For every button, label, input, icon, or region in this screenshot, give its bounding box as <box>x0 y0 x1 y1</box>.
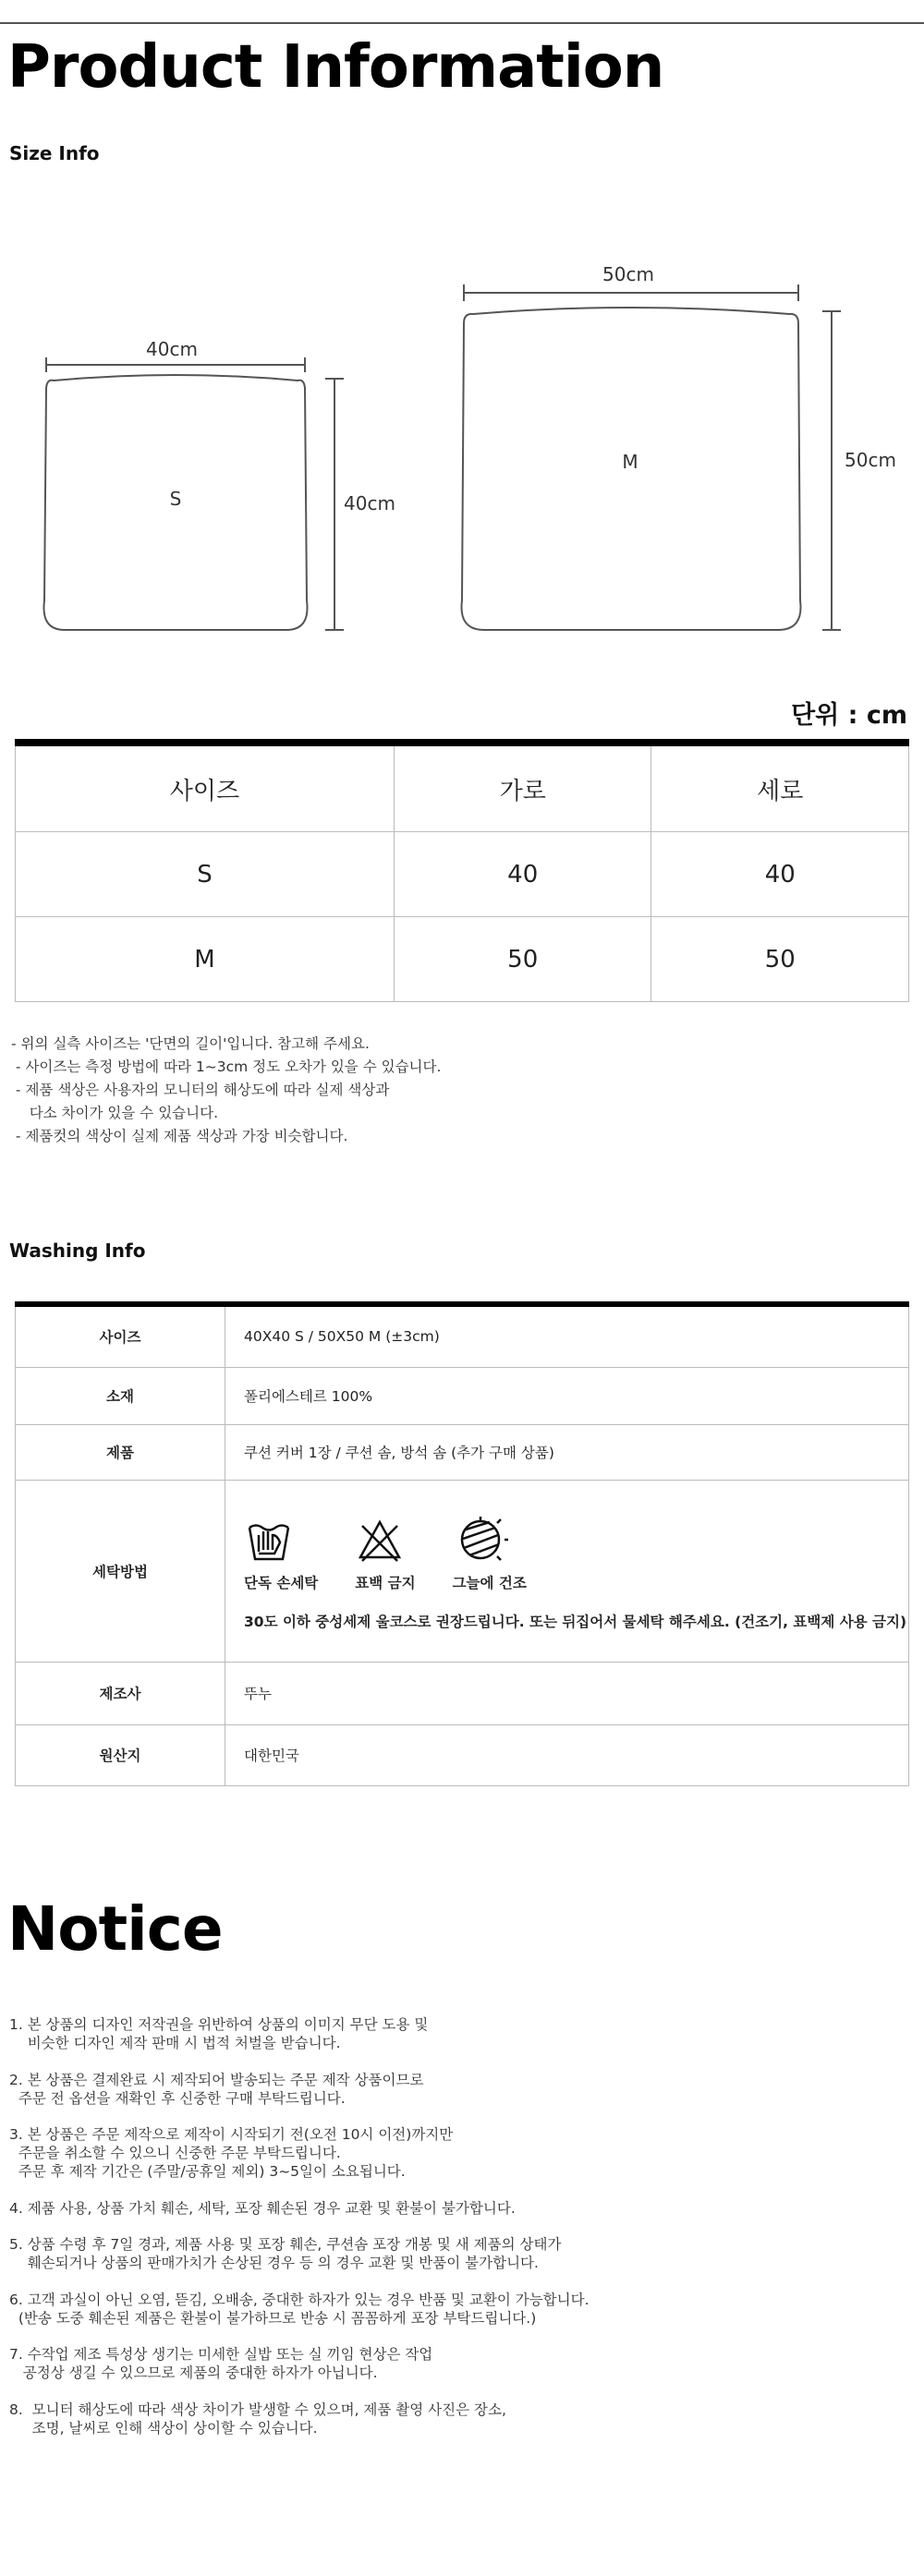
list-item: - 위의 실측 사이즈는 '단면의 길이'입니다. 참고해 주세요. <box>11 1035 370 1052</box>
list-item: 7. 수작업 제조 특성상 생기는 미세한 실밥 또는 실 끼임 현상은 작업 공정상 생길 수 있으므로 제품의 중대한 하자가 아닙니다. <box>9 2346 433 2381</box>
table-row <box>16 1662 909 1724</box>
hand-wash-icon <box>244 1515 294 1565</box>
table-row <box>16 1724 909 1785</box>
row-value: 뚜누 <box>225 1662 909 1724</box>
row-label: 사이즈 <box>16 1304 225 1367</box>
size-table <box>15 739 909 1002</box>
list-item: 2. 본 상품은 결제완료 시 제작되어 발송되는 주문 제작 상품이므로 주문 전 옵션을 재확인 후 신중한 구매 부탁드립니다. <box>9 2071 424 2107</box>
row-label: 소재 <box>16 1367 225 1424</box>
table-row <box>16 917 909 1002</box>
care-icons <box>244 1515 907 1592</box>
care-label: 그늘에 건조 <box>452 1574 527 1591</box>
size-info-title: Size Info <box>9 142 100 164</box>
care-label: 표백 금지 <box>355 1574 416 1591</box>
cell-width: 40 <box>394 832 651 917</box>
size-table-header <box>16 743 909 832</box>
cell-size: S <box>16 832 395 917</box>
medium-width-label: 50cm <box>602 263 654 285</box>
header-size: 사이즈 <box>16 743 395 832</box>
list-item: 6. 고객 과실이 아닌 오염, 뜯김, 오배송, 중대한 하자가 있는 경우 반품 및 교환이 가능합니다. (반송 도중 훼손된 제품은 환불이 불가하므로 반송 시 꼼꼼하게 포장 부탁드립니다.) <box>9 2291 590 2327</box>
dry-in-shade-icon <box>453 1515 510 1565</box>
product-info-title: Product Information <box>7 33 664 102</box>
care-no-bleach <box>355 1515 415 1592</box>
header-width: 가로 <box>394 743 651 832</box>
cell-width: 50 <box>394 917 651 1002</box>
row-label: 원산지 <box>16 1724 225 1785</box>
no-bleach-icon <box>355 1515 405 1565</box>
table-row <box>16 1304 909 1367</box>
size-notes <box>11 1033 441 1148</box>
small-width-label: 40cm <box>146 338 198 360</box>
care-dry-in-shade <box>453 1515 527 1592</box>
list-item: 4. 제품 사용, 상품 가치 훼손, 세탁, 포장 훼손된 경우 교환 및 환불이 불가합니다. <box>9 2199 516 2217</box>
list-item: 8. 모니터 해상도에 따라 색상 차이가 발생할 수 있으며, 제품 촬영 사진은 장소, 조명, 날씨로 인해 색상이 상이할 수 있습니다. <box>9 2401 506 2437</box>
small-height-label: 40cm <box>344 492 395 514</box>
list-item: - 사이즈는 측정 방법에 따라 1~3cm 정도 오차가 있을 수 있습니다. <box>11 1058 442 1075</box>
row-label: 제조사 <box>16 1662 225 1724</box>
small-size-label: S <box>169 488 182 510</box>
washing-info-title: Washing Info <box>9 1240 146 1262</box>
list-item: 3. 본 상품은 주문 제작으로 제작이 시작되기 전(오전 10시 이전)까지만 주문을 취소할 수 있으니 신중한 주문 부탁드립니다. 주문 후 제작 기간은 (주말/공휴일 제외) 3~5일이 소요됩니다. <box>9 2126 454 2180</box>
row-value: 40X40 S / 50X50 M (±3cm) <box>225 1304 909 1367</box>
table-row <box>16 1480 909 1662</box>
row-value: 쿠션 커버 1장 / 쿠션 솜, 방석 솜 (추가 구매 상품) <box>225 1424 909 1480</box>
care-label: 단독 손세탁 <box>244 1574 319 1591</box>
care-hand-wash <box>244 1515 318 1592</box>
medium-height-label: 50cm <box>845 449 896 471</box>
row-label: 세탁방법 <box>16 1480 225 1662</box>
washing-table <box>15 1301 909 1786</box>
medium-size-label: M <box>622 451 638 473</box>
notice-list <box>9 2015 590 2455</box>
washing-method-cell <box>225 1480 909 1662</box>
table-row <box>16 1424 909 1480</box>
top-divider <box>0 22 924 24</box>
table-row <box>16 832 909 917</box>
list-item: - 제품 색상은 사용자의 모니터의 해상도에 따라 실제 색상과 <box>11 1082 390 1098</box>
cell-size: M <box>16 917 395 1002</box>
table-row <box>16 1367 909 1424</box>
header-height: 세로 <box>651 743 909 832</box>
cell-height: 50 <box>651 917 909 1002</box>
notice-title: Notice <box>7 1893 223 1965</box>
unit-label: 단위 : cm <box>791 701 907 730</box>
row-value: 폴리에스테르 100% <box>225 1367 909 1424</box>
row-label: 제품 <box>16 1424 225 1480</box>
cell-height: 40 <box>651 832 909 917</box>
washing-description: 30도 이하 중성세제 울코스로 권장드립니다. 또는 뒤집어서 물세탁 해주세요. (건조기, 표백제 사용 금지) <box>244 1613 907 1630</box>
list-item: - 제품컷의 색상이 실제 제품 색상과 가장 비슷합니다. <box>11 1128 348 1144</box>
row-value: 대한민국 <box>225 1724 909 1785</box>
list-item: 1. 본 상품의 디자인 저작권을 위반하여 상품의 이미지 무단 도용 및 비슷한 디자인 제작 판매 시 법적 처벌을 받습니다. <box>9 2016 429 2051</box>
list-item: 다소 차이가 있을 수 있습니다. <box>11 1105 219 1121</box>
size-diagram <box>0 240 924 647</box>
list-item: 5. 상품 수령 후 7일 경과, 제품 사용 및 포장 훼손, 쿠션솜 포장 개봉 및 새 제품의 상태가 훼손되거나 상품의 판매가치가 손상된 경우 등 의 경우 교환 및 반품이 불가합니다. <box>9 2236 562 2271</box>
